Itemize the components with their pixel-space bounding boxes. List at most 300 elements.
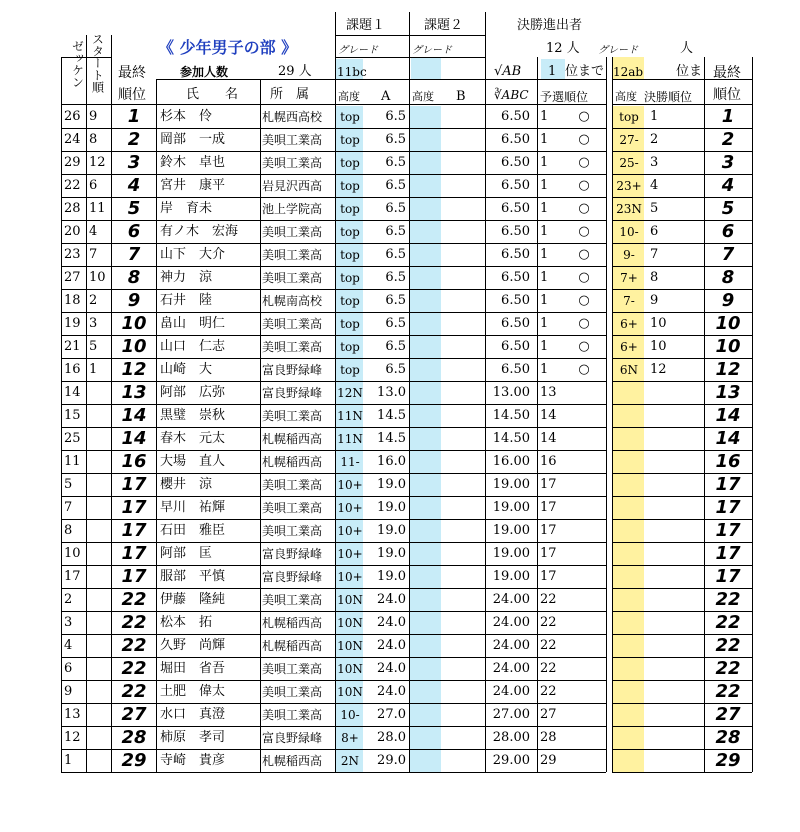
height-cell: 10N [337, 593, 363, 607]
prelim-rank-cell: 1 [540, 132, 549, 147]
name-cell: 土肥 偉太 [160, 684, 226, 699]
affiliation-cell: 美唄工業高 [262, 225, 323, 239]
affiliation-cell: 札幌稲西高 [262, 616, 323, 630]
zekken-cell: 4 [64, 638, 73, 653]
page-title: 《 少年男子の部 》 [158, 38, 298, 57]
name-cell: 畠山 明仁 [160, 316, 226, 331]
zekken-cell: 1 [64, 753, 73, 768]
score-cell: 29.00 [492, 753, 530, 768]
score-cell: 24.00 [492, 615, 530, 630]
final-rank-cell: 7 [127, 244, 141, 265]
height-cell: 10N [337, 662, 363, 676]
name-cell: 神力 涼 [160, 270, 213, 285]
name-cell: 阿部 匡 [160, 546, 213, 561]
zekken-cell: 2 [64, 592, 73, 607]
prelim-rank-cell: 1 [540, 293, 549, 308]
final-rank-cell: 14 [121, 428, 147, 449]
start-order-cell: 4 [89, 224, 98, 239]
zekken-cell: 18 [64, 293, 81, 308]
score-cell: 19.00 [492, 546, 530, 561]
prelim-rank-cell: 14 [540, 408, 557, 423]
score-a-cell: 24.0 [377, 592, 406, 607]
prelim-rank-cell: 14 [540, 431, 557, 446]
last-rank-cell: 22 [715, 681, 741, 702]
prelim-rank-cell: 1 [540, 155, 549, 170]
name-cell: 堀田 省吾 [160, 661, 226, 676]
height-cell: 2N [340, 754, 360, 768]
score-cell: 6.50 [501, 362, 530, 377]
final-grade-value: 12ab [613, 65, 644, 79]
final-rank-cell: 2 [127, 129, 141, 150]
affiliation-cell: 札幌稲西高 [262, 754, 323, 768]
score-a-cell: 28.0 [377, 730, 406, 745]
start-order-cell: 7 [89, 247, 98, 262]
prelim-rank-cell: 17 [540, 523, 557, 538]
final-height-cell: 25- [619, 156, 639, 170]
name-cell: 服部 平慎 [160, 569, 226, 584]
name-cell: 春木 元太 [160, 431, 226, 446]
qualify-mark-cell: ○ [578, 316, 590, 331]
score-cell: 6.50 [501, 270, 530, 285]
score-a-cell: 6.5 [385, 132, 406, 147]
affiliation-cell: 富良野緑峰 [262, 386, 323, 400]
prelim-rank-cell: 17 [540, 500, 557, 515]
affiliation-cell: 札幌稲西高 [262, 455, 323, 469]
height-cell: 8+ [341, 731, 359, 745]
affiliation-cell: 富良野緑峰 [262, 570, 323, 584]
final-rank-cell: 29 [121, 750, 147, 771]
final-grade-suffix: 位ま [676, 64, 703, 79]
start-order-cell: 1 [89, 362, 98, 377]
prelim-rank-header: 予選順位 [540, 90, 589, 104]
last-rank-cell: 16 [715, 451, 741, 472]
final-order-cell: 1 [650, 109, 659, 124]
last-rank-header-2: 順位 [713, 87, 741, 103]
zekken-cell: 10 [64, 546, 81, 561]
last-rank-cell: 13 [715, 382, 741, 403]
score-a-cell: 24.0 [377, 684, 406, 699]
zekken-cell: 22 [64, 178, 81, 193]
score-a-cell: 24.0 [377, 638, 406, 653]
cutoff-suffix: 位まで [565, 64, 605, 79]
final-rank-cell: 10 [121, 313, 147, 334]
affiliation-cell: 池上学院高 [262, 202, 323, 216]
score-cell: 24.00 [492, 684, 530, 699]
prelim-rank-cell: 22 [540, 638, 557, 653]
final-rank-cell: 17 [121, 543, 147, 564]
score-a-cell: 6.5 [385, 316, 406, 331]
name-cell: 岸 育未 [160, 201, 213, 216]
name-cell: 岡部 一成 [160, 132, 226, 147]
score-a-cell: 6.5 [385, 155, 406, 170]
prelim-rank-cell: 22 [540, 684, 557, 699]
affiliation-cell: 富良野緑峰 [262, 731, 323, 745]
zekken-cell: 12 [64, 730, 81, 745]
final-rank-cell: 17 [121, 474, 147, 495]
name-cell: 山下 大介 [160, 247, 226, 262]
final-rank-cell: 22 [121, 658, 147, 679]
prelim-rank-cell: 1 [540, 109, 549, 124]
zekken-cell: 7 [64, 500, 73, 515]
score-cell: 19.00 [492, 569, 530, 584]
final-height-cell: 6N [619, 363, 639, 377]
qualify-mark-cell: ○ [578, 109, 590, 124]
qualify-mark-cell: ○ [578, 362, 590, 377]
last-rank-cell: 22 [715, 612, 741, 633]
zekken-cell: 28 [64, 201, 81, 216]
task2-grade-label: グレード [412, 45, 452, 56]
last-rank-cell: 14 [715, 428, 741, 449]
zekken-cell: 19 [64, 316, 81, 331]
final-rank-cell: 17 [121, 497, 147, 518]
final-order-cell: 3 [650, 155, 659, 170]
final-height-cell: 7+ [620, 271, 638, 285]
zekken-cell: 29 [64, 155, 81, 170]
name-cell: 石井 陸 [160, 293, 213, 308]
name-cell: 寺崎 貴彦 [160, 753, 226, 768]
qualify-mark-cell: ○ [578, 178, 590, 193]
final-rank-header-2: 順位 [118, 87, 146, 103]
prelim-rank-cell: 22 [540, 615, 557, 630]
prelim-rank-cell: 22 [540, 661, 557, 676]
final-height-header: 高度 [615, 90, 637, 103]
affiliation-cell: 美唄工業高 [262, 501, 323, 515]
last-rank-cell: 6 [721, 221, 735, 242]
affiliation-cell: 美唄工業高 [262, 708, 323, 722]
task2-height-column-fill [409, 106, 441, 772]
task1-grade-value: 11bc [337, 65, 367, 79]
prelim-rank-cell: 29 [540, 753, 557, 768]
height-cell: 10N [337, 639, 363, 653]
zekken-cell: 23 [64, 247, 81, 262]
height-cell: top [340, 156, 360, 170]
name-cell: 黒璧 崇秋 [160, 408, 226, 423]
affiliation-cell: 札幌稲西高 [262, 639, 323, 653]
name-cell: 山口 仁志 [160, 339, 226, 354]
qualify-mark-cell: ○ [578, 132, 590, 147]
zekken-cell: 21 [64, 339, 81, 354]
prelim-rank-cell: 28 [540, 730, 557, 745]
height-cell: top [340, 110, 360, 124]
score-cell: 27.00 [492, 707, 530, 722]
name-cell: 櫻井 涼 [160, 477, 213, 492]
score-a-cell: 16.0 [377, 454, 406, 469]
last-rank-cell: 22 [715, 658, 741, 679]
score-cell: 19.00 [492, 477, 530, 492]
final-rank-cell: 6 [127, 221, 141, 242]
final-height-cell: 23+ [616, 179, 642, 193]
prelim-rank-cell: 1 [540, 178, 549, 193]
zekken-cell: 15 [64, 408, 81, 423]
start-order-cell: 9 [89, 109, 98, 124]
score-a-cell: 27.0 [377, 707, 406, 722]
final-order-cell: 5 [650, 201, 659, 216]
height-cell: top [340, 294, 360, 308]
height-cell: 11N [337, 409, 363, 423]
qualify-mark-cell: ○ [578, 247, 590, 262]
height-cell: 10+ [337, 524, 363, 538]
last-rank-cell: 17 [715, 497, 741, 518]
qualify-mark-cell: ○ [578, 339, 590, 354]
finalists-count: 12 人 [546, 41, 580, 56]
affiliation-cell: 美唄工業高 [262, 271, 323, 285]
final-rank-cell: 28 [121, 727, 147, 748]
task2-height-header: 高度 [412, 90, 434, 103]
final-rank-cell: 17 [121, 520, 147, 541]
last-rank-cell: 1 [721, 106, 735, 127]
prelim-rank-cell: 1 [540, 270, 549, 285]
prelim-rank-cell: 22 [540, 592, 557, 607]
zekken-cell: 14 [64, 385, 81, 400]
last-rank-cell: 14 [715, 405, 741, 426]
final-count-unit: 人 [680, 41, 694, 56]
score-cell: 24.00 [492, 661, 530, 676]
score-a-cell: 19.0 [377, 477, 406, 492]
score-a-cell: 24.0 [377, 615, 406, 630]
zekken-cell: 9 [64, 684, 73, 699]
zekken-cell: 11 [64, 454, 81, 469]
final-height-cell: 6+ [620, 340, 638, 354]
last-rank-cell: 10 [715, 313, 741, 334]
affiliation-header: 所 属 [270, 87, 310, 102]
start-order-cell: 2 [89, 293, 98, 308]
affiliation-cell: 岩見沢西高 [262, 179, 323, 193]
final-order-header: 決勝順位 [644, 90, 693, 104]
row-divider [61, 151, 606, 152]
last-rank-header-1: 最終 [713, 65, 741, 81]
sqrt-ab-label: √AB [494, 64, 522, 79]
prelim-rank-cell: 13 [540, 385, 557, 400]
score-a-cell: 6.5 [385, 109, 406, 124]
last-rank-cell: 9 [721, 290, 735, 311]
height-cell: top [340, 317, 360, 331]
final-order-cell: 12 [650, 362, 667, 377]
last-rank-cell: 22 [715, 589, 741, 610]
final-rank-cell: 13 [121, 382, 147, 403]
col-b-header: B [456, 89, 466, 104]
affiliation-cell: 美唄工業高 [262, 317, 323, 331]
zekken-cell: 27 [64, 270, 81, 285]
final-rank-cell: 10 [121, 336, 147, 357]
start-order-cell: 6 [89, 178, 98, 193]
final-height-cell: 10- [619, 225, 639, 239]
start-order-cell: 10 [89, 270, 106, 285]
name-cell: 山崎 大 [160, 362, 213, 377]
start-order-cell: 11 [89, 201, 106, 216]
row-divider [61, 243, 606, 244]
last-rank-cell: 17 [715, 474, 741, 495]
final-rank-cell: 14 [121, 405, 147, 426]
final-height-cell: 23N [616, 202, 642, 216]
score-a-cell: 19.0 [377, 546, 406, 561]
affiliation-cell: 美唄工業高 [262, 409, 323, 423]
prelim-rank-cell: 16 [540, 454, 557, 469]
last-rank-cell: 8 [721, 267, 735, 288]
score-a-cell: 24.0 [377, 661, 406, 676]
height-cell: top [340, 248, 360, 262]
final-rank-cell: 22 [121, 681, 147, 702]
row-divider [61, 289, 606, 290]
final-order-cell: 7 [650, 247, 659, 262]
affiliation-cell: 美唄工業高 [262, 133, 323, 147]
affiliation-cell: 富良野緑峰 [262, 547, 323, 561]
score-cell: 6.50 [501, 178, 530, 193]
height-cell: 10+ [337, 570, 363, 584]
final-order-cell: 2 [650, 132, 659, 147]
score-a-cell: 14.5 [377, 408, 406, 423]
final-rank-cell: 12 [121, 359, 147, 380]
last-rank-cell: 29 [715, 750, 741, 771]
name-cell: 阿部 広弥 [160, 385, 226, 400]
affiliation-cell: 美唄工業高 [262, 524, 323, 538]
final-height-cell: 9- [623, 248, 635, 262]
score-cell: 24.00 [492, 638, 530, 653]
score-cell: 6.50 [501, 316, 530, 331]
height-cell: 10+ [337, 501, 363, 515]
row-divider [61, 772, 606, 773]
last-rank-cell: 5 [721, 198, 735, 219]
name-cell: 久野 尚輝 [160, 638, 226, 653]
final-rank-cell: 22 [121, 589, 147, 610]
score-a-cell: 14.5 [377, 431, 406, 446]
score-cell: 6.50 [501, 155, 530, 170]
affiliation-cell: 札幌南高校 [262, 294, 323, 308]
name-cell: 石田 雅臣 [160, 523, 226, 538]
task2-header: 課題２ [424, 18, 464, 33]
affiliation-cell: 美唄工業高 [262, 593, 323, 607]
affiliation-cell: 美唄工業高 [262, 662, 323, 676]
task1-header: 課題１ [346, 18, 386, 33]
zekken-header: ゼッケン [70, 40, 85, 88]
affiliation-cell: 富良野緑峰 [262, 363, 323, 377]
final-rank-header-1: 最終 [118, 65, 146, 81]
col-a-header: A [381, 89, 391, 104]
score-a-cell: 6.5 [385, 362, 406, 377]
final-height-cell: 27- [619, 133, 639, 147]
row-divider [61, 128, 606, 129]
affiliation-cell: 美唄工業高 [262, 685, 323, 699]
prelim-rank-cell: 17 [540, 477, 557, 492]
final-order-cell: 10 [650, 316, 667, 331]
qualify-mark-cell: ○ [578, 155, 590, 170]
final-rank-cell: 27 [121, 704, 147, 725]
row-divider [61, 220, 606, 221]
score-cell: 28.00 [492, 730, 530, 745]
score-cell: 16.00 [492, 454, 530, 469]
name-cell: 柿原 孝司 [160, 730, 226, 745]
final-order-cell: 6 [650, 224, 659, 239]
name-cell: 杉本 伶 [160, 109, 213, 124]
cutoff-rank: 1 [548, 64, 557, 79]
last-rank-cell: 17 [715, 566, 741, 587]
zekken-cell: 8 [64, 523, 73, 538]
row-divider [612, 772, 752, 773]
prelim-rank-cell: 17 [540, 569, 557, 584]
final-rank-cell: 17 [121, 566, 147, 587]
finalists-header: 決勝進出者 [517, 18, 583, 33]
final-order-cell: 10 [650, 339, 667, 354]
zekken-cell: 13 [64, 707, 81, 722]
start-order-cell: 3 [89, 316, 98, 331]
qualify-mark-cell: ○ [578, 270, 590, 285]
prelim-rank-cell: 1 [540, 339, 549, 354]
final-order-cell: 8 [650, 270, 659, 285]
task2-grade-fill [411, 57, 441, 79]
last-rank-cell: 28 [715, 727, 741, 748]
prelim-rank-cell: 1 [540, 247, 549, 262]
qualify-mark-cell: ○ [578, 293, 590, 308]
score-a-cell: 6.5 [385, 339, 406, 354]
affiliation-cell: 札幌西高校 [262, 110, 323, 124]
last-rank-cell: 10 [715, 336, 741, 357]
name-cell: 水口 真澄 [160, 707, 226, 722]
prelim-rank-cell: 27 [540, 707, 557, 722]
zekken-cell: 24 [64, 132, 81, 147]
height-cell: top [340, 225, 360, 239]
height-cell: top [340, 363, 360, 377]
row-divider [61, 197, 606, 198]
last-rank-cell: 4 [721, 175, 735, 196]
prelim-rank-cell: 1 [540, 224, 549, 239]
zekken-cell: 16 [64, 362, 81, 377]
final-rank-cell: 5 [127, 198, 141, 219]
score-cell: 19.00 [492, 523, 530, 538]
height-cell: 10N [337, 616, 363, 630]
zekken-cell: 5 [64, 477, 73, 492]
score-a-cell: 6.5 [385, 178, 406, 193]
final-height-cell: top [619, 110, 639, 124]
name-cell: 伊藤 隆純 [160, 592, 226, 607]
last-rank-cell: 17 [715, 520, 741, 541]
height-cell: top [340, 133, 360, 147]
participants-label: 参加人数 [180, 65, 229, 79]
prelim-rank-cell: 1 [540, 316, 549, 331]
affiliation-cell: 美唄工業高 [262, 156, 323, 170]
height-cell: top [340, 179, 360, 193]
score-a-cell: 19.0 [377, 523, 406, 538]
start-order-cell: 12 [89, 155, 106, 170]
score-a-cell: 6.5 [385, 224, 406, 239]
affiliation-cell: 札幌稲西高 [262, 432, 323, 446]
start-order-header: スタート順 [90, 33, 105, 93]
last-rank-cell: 12 [715, 359, 741, 380]
score-cell: 14.50 [492, 408, 530, 423]
score-a-cell: 6.5 [385, 270, 406, 285]
height-cell: 10- [340, 708, 360, 722]
qualify-mark-cell: ○ [578, 201, 590, 216]
final-height-cell: 7- [623, 294, 635, 308]
zekken-cell: 20 [64, 224, 81, 239]
affiliation-cell: 美唄工業高 [262, 478, 323, 492]
participants-value: 29 人 [278, 64, 312, 79]
height-cell: top [340, 340, 360, 354]
score-cell: 14.50 [492, 431, 530, 446]
final-rank-cell: 9 [127, 290, 141, 311]
score-a-cell: 6.5 [385, 201, 406, 216]
task1-height-header: 高度 [338, 90, 360, 103]
score-cell: 6.50 [501, 293, 530, 308]
final-rank-cell: 16 [121, 451, 147, 472]
affiliation-cell: 美唄工業高 [262, 340, 323, 354]
score-cell: 24.00 [492, 592, 530, 607]
cbrt-abc-label: ∛ABC [494, 88, 529, 102]
final-grade-label: グレード [598, 45, 638, 56]
name-cell: 大場 直人 [160, 454, 226, 469]
final-rank-cell: 22 [121, 635, 147, 656]
name-cell: 有ノ木 宏海 [160, 224, 239, 239]
name-cell: 松本 拓 [160, 615, 213, 630]
height-cell: 11N [337, 432, 363, 446]
